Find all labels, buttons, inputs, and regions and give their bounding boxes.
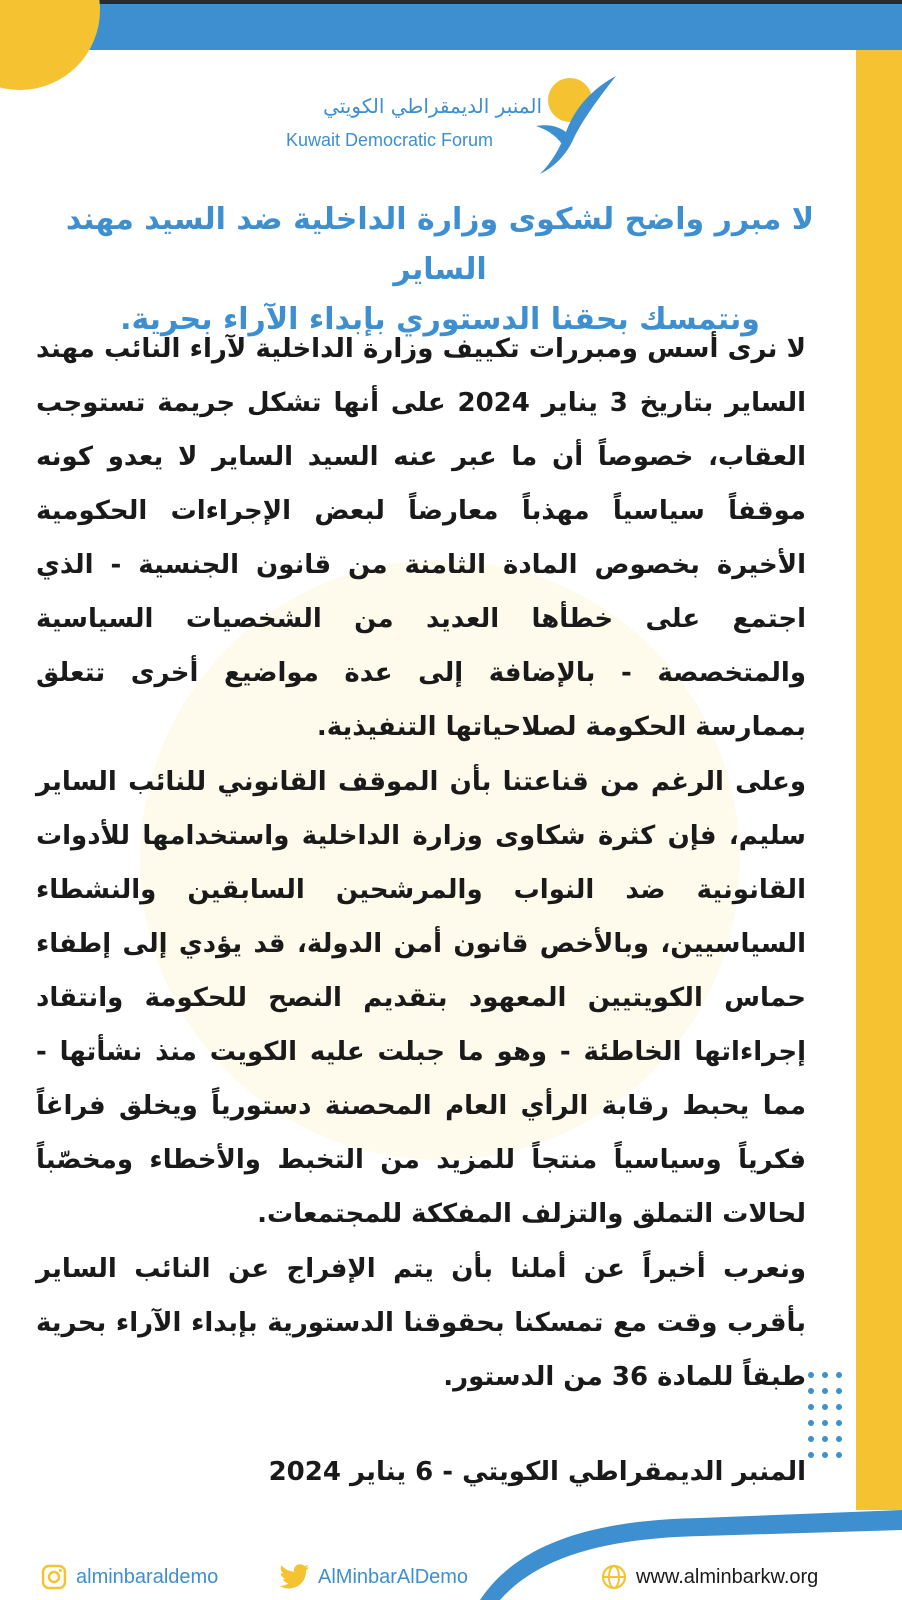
signature: المنبر الديمقراطي الكويتي - 6 يناير 2024 xyxy=(268,1457,806,1487)
logo xyxy=(280,70,620,180)
top-edge-line xyxy=(0,0,902,4)
corner-circle-decoration xyxy=(0,0,100,90)
paragraph-1: لا نرى أسس ومبررات تكييف وزارة الداخلية لآراء النائب مهند الساير بتاريخ 3 يناير 2024 على أنها تشكل جريمة تستوجب العقاب، خصوصاً أن ما عبر عنه السيد الساير لا يعدو كونه موقفاً سياسياً مهذباً معارضاً لبعض الإجراءات الحكومية الأخيرة بخصوص المادة الثامنة من قانون الجنسية - الذي اجتمع على خطأها العديد من الشخصيات السياسية والمتخصصة - بالإضافة إلى عدة مواضيع أخرى تتعلق بممارسة الحكومة لصلاحياتها التنفيذية. xyxy=(36,334,807,742)
paragraph-2: وعلى الرغم من قناعتنا بأن الموقف القانوني للنائب الساير سليم، فإن كثرة شكاوى وزارة الداخلية واستخدامها للأدوات القانونية ضد النواب والمرشحين السابقين والنشطاء السياسيين، وبالأخص قانون أمن الدولة، قد يؤدي إلى إطفاء حماس الكويتيين المعهود بتقديم النصح للحكومة وانتقاد إجراءاتها الخاطئة - وهو ما جبلت عليه الكويت منذ نشأتها - مما يحبط رقابة الرأي العام المحصنة دستورياً ويخلق فراغاً فكرياً وسياسياً منتجاً للمزيد من التخبط والأخطاء ومخصّباً لحالات التملق والتزلف المفككة للمجتمعات. xyxy=(36,767,806,1229)
twitter-icon xyxy=(280,1564,310,1590)
top-bar xyxy=(0,0,902,50)
logo-arabic-name: المنبر الديمقراطي الكويتي xyxy=(323,94,542,118)
instagram-handle: alminbaraldemo xyxy=(76,1565,219,1588)
paragraph-3: ونعرب أخيراً عن أملنا بأن يتم الإفراج عن النائب الساير بأقرب وقت مع تمسكنا بحقوقنا الدستورية بإبداء الآراء بحرية طبقاً للمادة 36 من الدستور. xyxy=(36,1254,806,1392)
twitter-handle: AlMinbarAlDemo xyxy=(318,1565,469,1588)
headline-line-1: لا مبرر واضح لشكوى وزارة الداخلية ضد السيد مهند الساير xyxy=(65,202,815,287)
website-url: www.alminbarkw.org xyxy=(636,1565,819,1588)
globe-icon xyxy=(600,1563,628,1591)
footer-instagram[interactable] xyxy=(40,1560,218,1594)
bird-logo-icon xyxy=(530,70,620,180)
dots-decoration xyxy=(805,1365,845,1465)
headline-line-2: ونتمسك بحقنا الدستوري بإبداء الآراء بحرية. xyxy=(120,302,760,337)
footer-website[interactable] xyxy=(600,1560,818,1594)
logo-english-name: Kuwait Democratic Forum xyxy=(286,130,494,150)
instagram-icon xyxy=(40,1563,68,1591)
footer-twitter[interactable] xyxy=(280,1560,468,1594)
right-yellow-bar xyxy=(856,50,902,1510)
